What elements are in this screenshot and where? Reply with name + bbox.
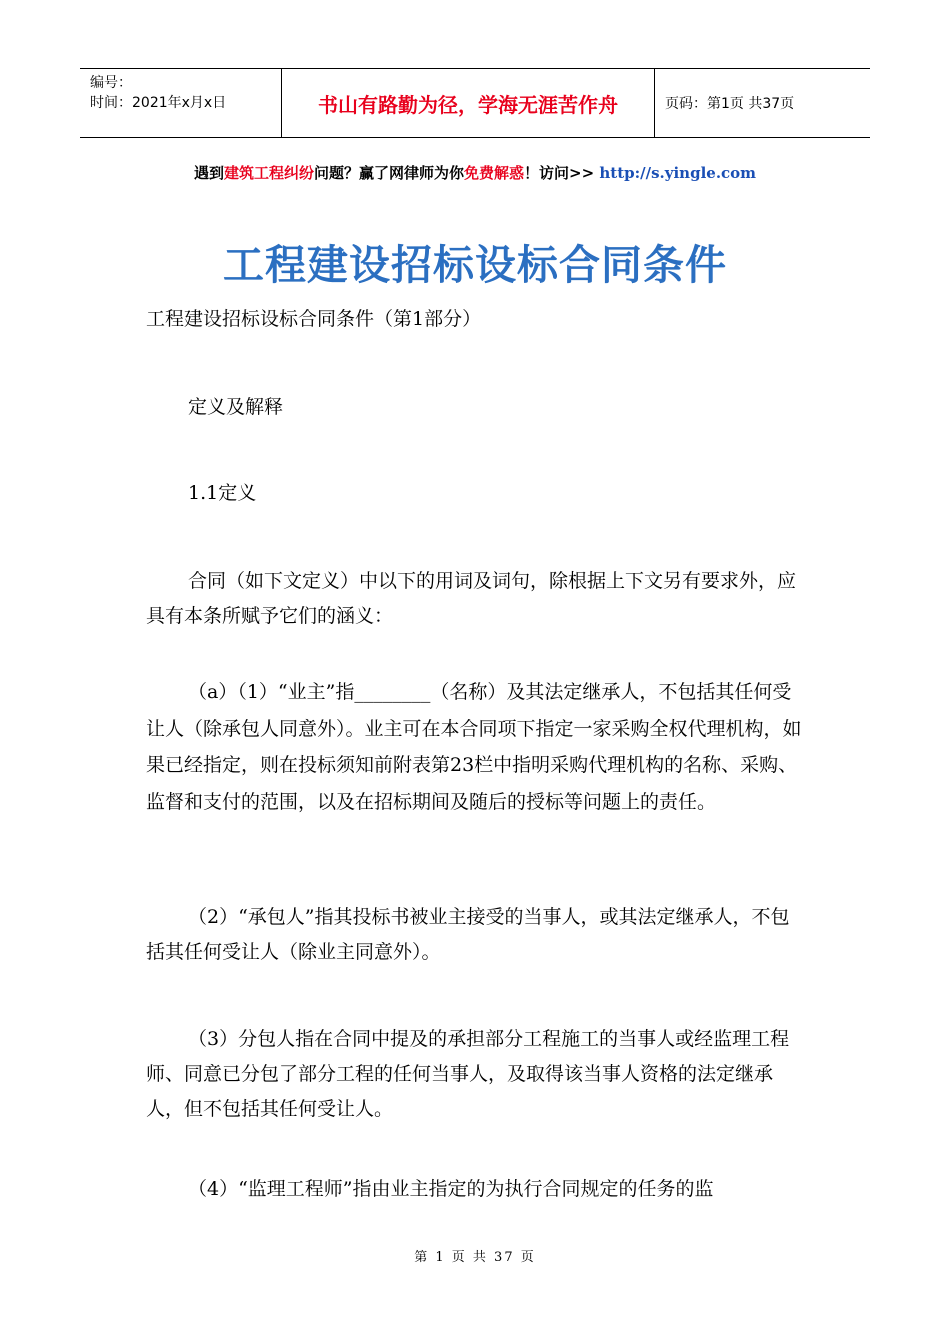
header-motto: 书山有路勤为径，学海无涯苦作舟 bbox=[281, 69, 655, 137]
header-table bbox=[80, 68, 870, 138]
paragraph-section: 1.1定义 bbox=[188, 482, 257, 504]
promo-banner bbox=[0, 162, 950, 183]
document-title: 工程建设招标设标合同条件 bbox=[223, 241, 727, 289]
paragraph-a1: （a）（1）“业主”指________（名称）及其法定继承人，不包括其任何受让人（除承包人同意外）。业主可在本合同项下指定一家采购全权代理机构，如果已经指定，则在投标须知前附表第23栏中指明采购代理机构的名称、采购、监督和支付的范围，以及在招标期间及随后的授标等问题上的责任。 bbox=[146, 681, 802, 813]
time-label: 时间：2021年x月x日 bbox=[90, 95, 227, 111]
promo-suffix: ！访问>> bbox=[524, 164, 600, 182]
paragraph-heading: 定义及解释 bbox=[188, 396, 284, 418]
paragraph-3: （3）分包人指在合同中提及的承担部分工程施工的当事人或经监理工程师、同意已分包了部分工程的任何当事人，及取得该当事人资格的法定继承人，但不包括其任何受让人。 bbox=[146, 1028, 790, 1120]
page-footer: 第 1 页 共 37 页 bbox=[414, 1250, 536, 1265]
number-label: 编号： bbox=[90, 75, 132, 91]
promo-link[interactable]: http://s.yingle.com bbox=[599, 164, 757, 182]
promo-highlight-2: 免费解惑 bbox=[463, 164, 524, 182]
promo-highlight-1: 建筑工程纠纷 bbox=[223, 164, 314, 182]
header-meta bbox=[80, 69, 281, 137]
paragraph-intro: 合同（如下文定义）中以下的用词及词句，除根据上下文另有要求外，应具有本条所赋予它们的涵义： bbox=[146, 570, 797, 627]
promo-middle: 问题？赢了网律师为你 bbox=[313, 164, 464, 182]
paragraph-4: （4）“监理工程师”指由业主指定的为执行合同规定的任务的监 bbox=[188, 1178, 714, 1200]
promo-prefix: 遇到 bbox=[193, 164, 224, 182]
paragraph-subtitle: 工程建设招标设标合同条件（第1部分） bbox=[146, 308, 482, 330]
paragraph-2: （2）“承包人”指其投标书被业主接受的当事人，或其法定继承人，不包括其任何受让人（除业主同意外）。 bbox=[146, 906, 790, 963]
header-page-info: 页码：第1页 共37页 bbox=[665, 96, 795, 112]
